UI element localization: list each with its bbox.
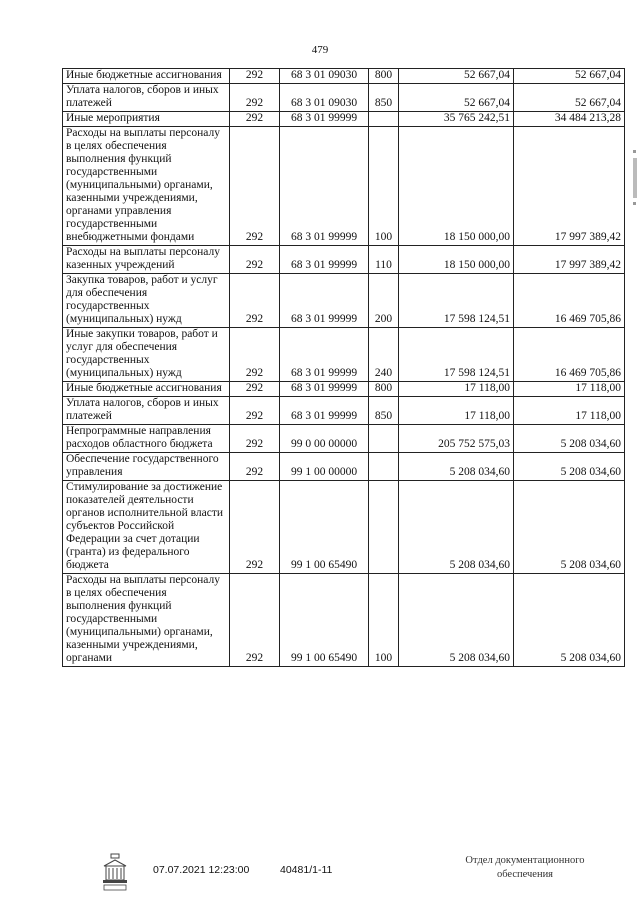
row-code: 292 (230, 425, 280, 453)
row-target-article: 99 1 00 00000 (280, 453, 369, 481)
row-code: 292 (230, 382, 280, 397)
table-row (63, 481, 625, 574)
row-target-article: 68 3 01 99999 (280, 127, 369, 246)
row-expense-type (369, 453, 399, 481)
row-name: Стимулирование за достижение показателей деятельности органов исполнительной власти субъектов Российской Федерации за счет дотации (гранта) из федерального бюджета (63, 481, 230, 574)
footer-doc-number: 40481/1-11 (280, 864, 333, 876)
table-row (63, 328, 625, 382)
row-amount-actual: 16 469 705,86 (514, 274, 625, 328)
page-number: 479 (311, 44, 329, 56)
row-name: Расходы на выплаты персоналу казенных учреждений (63, 246, 230, 274)
row-target-article: 68 3 01 09030 (280, 84, 369, 112)
row-amount-actual: 17 118,00 (514, 382, 625, 397)
table-row (63, 453, 625, 481)
row-target-article: 99 0 00 00000 (280, 425, 369, 453)
row-expense-type: 110 (369, 246, 399, 274)
row-name: Иные бюджетные ассигнования (63, 382, 230, 397)
row-name: Расходы на выплаты персоналу в целях обеспечения выполнения функций государственными (муниципальными) органами, казенными учреждениями, органами (63, 574, 230, 667)
row-target-article: 68 3 01 99999 (280, 328, 369, 382)
row-expense-type: 200 (369, 274, 399, 328)
row-expense-type: 850 (369, 84, 399, 112)
table-row (63, 84, 625, 112)
row-amount-planned: 5 208 034,60 (399, 481, 514, 574)
row-amount-actual: 5 208 034,60 (514, 574, 625, 667)
row-expense-type: 800 (369, 69, 399, 84)
row-code: 292 (230, 453, 280, 481)
row-name: Непрограммные направления расходов областного бюджета (63, 425, 230, 453)
row-amount-planned: 17 118,00 (399, 397, 514, 425)
row-expense-type: 240 (369, 328, 399, 382)
row-amount-planned: 17 598 124,51 (399, 328, 514, 382)
row-code: 292 (230, 274, 280, 328)
row-code: 292 (230, 69, 280, 84)
row-amount-planned: 17 118,00 (399, 382, 514, 397)
row-name: Уплата налогов, сборов и иных платежей (63, 84, 230, 112)
scan-edge-marks (632, 150, 638, 210)
row-amount-actual: 34 484 213,28 (514, 112, 625, 127)
table-row (63, 397, 625, 425)
row-target-article: 99 1 00 65490 (280, 574, 369, 667)
row-name: Иные бюджетные ассигнования (63, 69, 230, 84)
row-amount-actual: 5 208 034,60 (514, 425, 625, 453)
row-amount-planned: 52 667,04 (399, 69, 514, 84)
row-target-article: 68 3 01 09030 (280, 69, 369, 84)
department-line-1: Отдел документационного (465, 855, 585, 866)
row-code: 292 (230, 112, 280, 127)
row-name: Иные закупки товаров, работ и услуг для обеспечения государственных (муниципальных) нужд (63, 328, 230, 382)
table-row (63, 274, 625, 328)
row-target-article: 99 1 00 65490 (280, 481, 369, 574)
row-target-article: 68 3 01 99999 (280, 112, 369, 127)
row-amount-actual: 17 997 389,42 (514, 127, 625, 246)
row-target-article: 68 3 01 99999 (280, 274, 369, 328)
row-code: 292 (230, 328, 280, 382)
row-amount-planned: 52 667,04 (399, 84, 514, 112)
row-amount-actual: 17 118,00 (514, 397, 625, 425)
row-amount-actual: 5 208 034,60 (514, 481, 625, 574)
row-target-article: 68 3 01 99999 (280, 382, 369, 397)
row-amount-planned: 18 150 000,00 (399, 127, 514, 246)
table-row (63, 127, 625, 246)
footer-timestamp: 07.07.2021 12:23:00 (153, 864, 250, 876)
row-target-article: 68 3 01 99999 (280, 397, 369, 425)
row-code: 292 (230, 574, 280, 667)
row-expense-type: 100 (369, 127, 399, 246)
table-row (63, 382, 625, 397)
row-code: 292 (230, 246, 280, 274)
row-code: 292 (230, 397, 280, 425)
row-expense-type: 800 (369, 382, 399, 397)
row-amount-actual: 52 667,04 (514, 84, 625, 112)
department-line-2: обеспечения (496, 869, 554, 880)
budget-table (62, 68, 625, 667)
row-amount-planned: 205 752 575,03 (399, 425, 514, 453)
row-name: Уплата налогов, сборов и иных платежей (63, 397, 230, 425)
row-amount-actual: 16 469 705,86 (514, 328, 625, 382)
row-amount-actual: 5 208 034,60 (514, 453, 625, 481)
row-amount-actual: 17 997 389,42 (514, 246, 625, 274)
footer-department-stamp (440, 854, 610, 882)
table-row (63, 574, 625, 667)
row-name: Иные мероприятия (63, 112, 230, 127)
table-row (63, 69, 625, 84)
row-amount-planned: 5 208 034,60 (399, 574, 514, 667)
table-row (63, 246, 625, 274)
table-row (63, 112, 625, 127)
row-amount-actual: 52 667,04 (514, 69, 625, 84)
row-amount-planned: 5 208 034,60 (399, 453, 514, 481)
row-name: Обеспечение государственного управления (63, 453, 230, 481)
row-expense-type: 850 (369, 397, 399, 425)
row-code: 292 (230, 481, 280, 574)
row-amount-planned: 35 765 242,51 (399, 112, 514, 127)
row-code: 292 (230, 84, 280, 112)
row-expense-type (369, 481, 399, 574)
row-expense-type (369, 425, 399, 453)
emblem-logo (98, 852, 132, 894)
row-name: Закупка товаров, работ и услуг для обеспечения государственных (муниципальных) нужд (63, 274, 230, 328)
row-target-article: 68 3 01 99999 (280, 246, 369, 274)
row-expense-type: 100 (369, 574, 399, 667)
row-code: 292 (230, 127, 280, 246)
row-expense-type (369, 112, 399, 127)
row-amount-planned: 18 150 000,00 (399, 246, 514, 274)
row-name: Расходы на выплаты персоналу в целях обеспечения выполнения функций государственными (муниципальными) органами, казенными учреждениями, органами управления государственными внебюджетными фондами (63, 127, 230, 246)
row-amount-planned: 17 598 124,51 (399, 274, 514, 328)
table-row (63, 425, 625, 453)
